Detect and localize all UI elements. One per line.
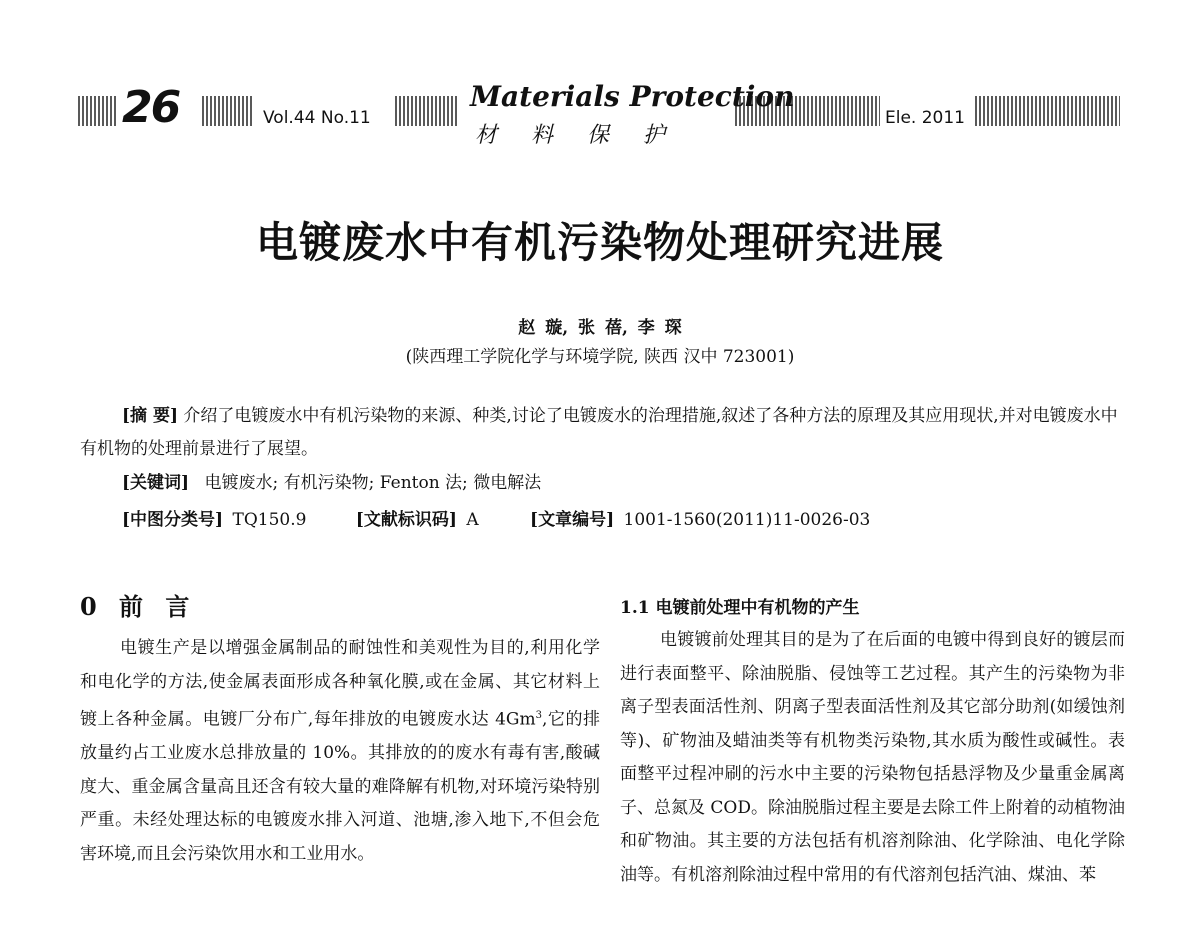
header-ornament-left	[78, 96, 116, 126]
issue-date: Ele. 2011	[885, 108, 965, 128]
section-0-body	[80, 632, 600, 871]
affiliation: (陕西理工学院化学与环境学院, 陕西 汉中 723001)	[405, 347, 795, 367]
article-id-value: 1001-1560(2011)11-0026-03	[623, 510, 871, 530]
keywords-label: [关键词]	[122, 473, 190, 493]
abstract-label: [摘 要]	[122, 406, 179, 426]
keywords	[122, 468, 541, 493]
volume-issue: Vol.44 No.11	[263, 108, 371, 128]
section-heading-1-1: 1.1 电镀前处理中有机物的产生	[620, 598, 860, 618]
journal-title-en: Materials Protection	[470, 80, 795, 113]
doc-code-label: [文献标识码]	[355, 510, 457, 530]
article-id-label: [文章编号]	[530, 510, 615, 530]
clc-label: [中图分类号]	[122, 510, 224, 530]
keywords-text: 电镀废水; 有机污染物; Fenton 法; 微电解法	[204, 473, 542, 493]
abstract-text: 介绍了电镀废水中有机污染物的来源、种类,讨论了电镀废水的治理措施,叙述了各种方法的原理及其应用现状,并对电镀废水中有机物的处理前景进行了展望。	[80, 406, 1118, 459]
header-ornament	[202, 96, 254, 126]
section-0-text-a: 电镀生产是以增强金属制品的耐蚀性和美观性为目的,利用化学和电化学的方法,使金属表面形成各种氧化膜,或在金属、其它材料上镀上各种金属。电镀厂分布广,每年排放的电镀废水达 4Gm	[80, 638, 600, 730]
header-ornament	[395, 96, 457, 126]
section-0-text-b: ,它的排放量约占工业废水总排放量的 10%。其排放的的废水有毒有害,酸碱度大、重金属含量高且还含有较大量的难降解有机物,对环境污染特别严重。未经处理达标的电镀废水排入河道、池塘,渗入地下,不但会危害环境,而且会污染饮用水和工业用水。	[80, 709, 600, 864]
superscript-3: 3	[535, 710, 542, 721]
page-number: 26	[122, 82, 180, 133]
journal-title-cn: 材料保护	[475, 123, 700, 148]
classification-line	[122, 505, 870, 530]
abstract	[80, 400, 1124, 466]
header-ornament-right	[975, 96, 1120, 126]
authors: 赵 璇, 张 蓓, 李 琛	[518, 318, 682, 338]
clc-value: TQ150.9	[232, 510, 307, 530]
section-heading-0: 0 前 言	[80, 592, 190, 621]
doc-code-value: A	[466, 510, 479, 530]
article-title: 电镀废水中有机污染物处理研究进展	[255, 218, 944, 267]
section-1-1-body: 电镀镀前处理其目的是为了在后面的电镀中得到良好的镀层而进行表面整平、除油脱脂、侵蚀等工艺过程。其产生的污染物为非离子型表面活性剂、阴离子型表面活性剂及其它部分助剂(如缓蚀剂等)、矿物油及蜡油类等有机物类污染物,其水质为酸性或碱性。表面整平过程冲刷的污水中主要的污染物包括悬浮物及少量重金属离子、总氮及 COD。除油脱脂过程主要是去除工件上附着的动植物油和矿物油。其主要的方法包括有机溶剂除油、化学除油、电化学除油等。有机溶剂除油过程中常用的有代溶剂包括汽油、煤油、苯	[620, 630, 1125, 885]
